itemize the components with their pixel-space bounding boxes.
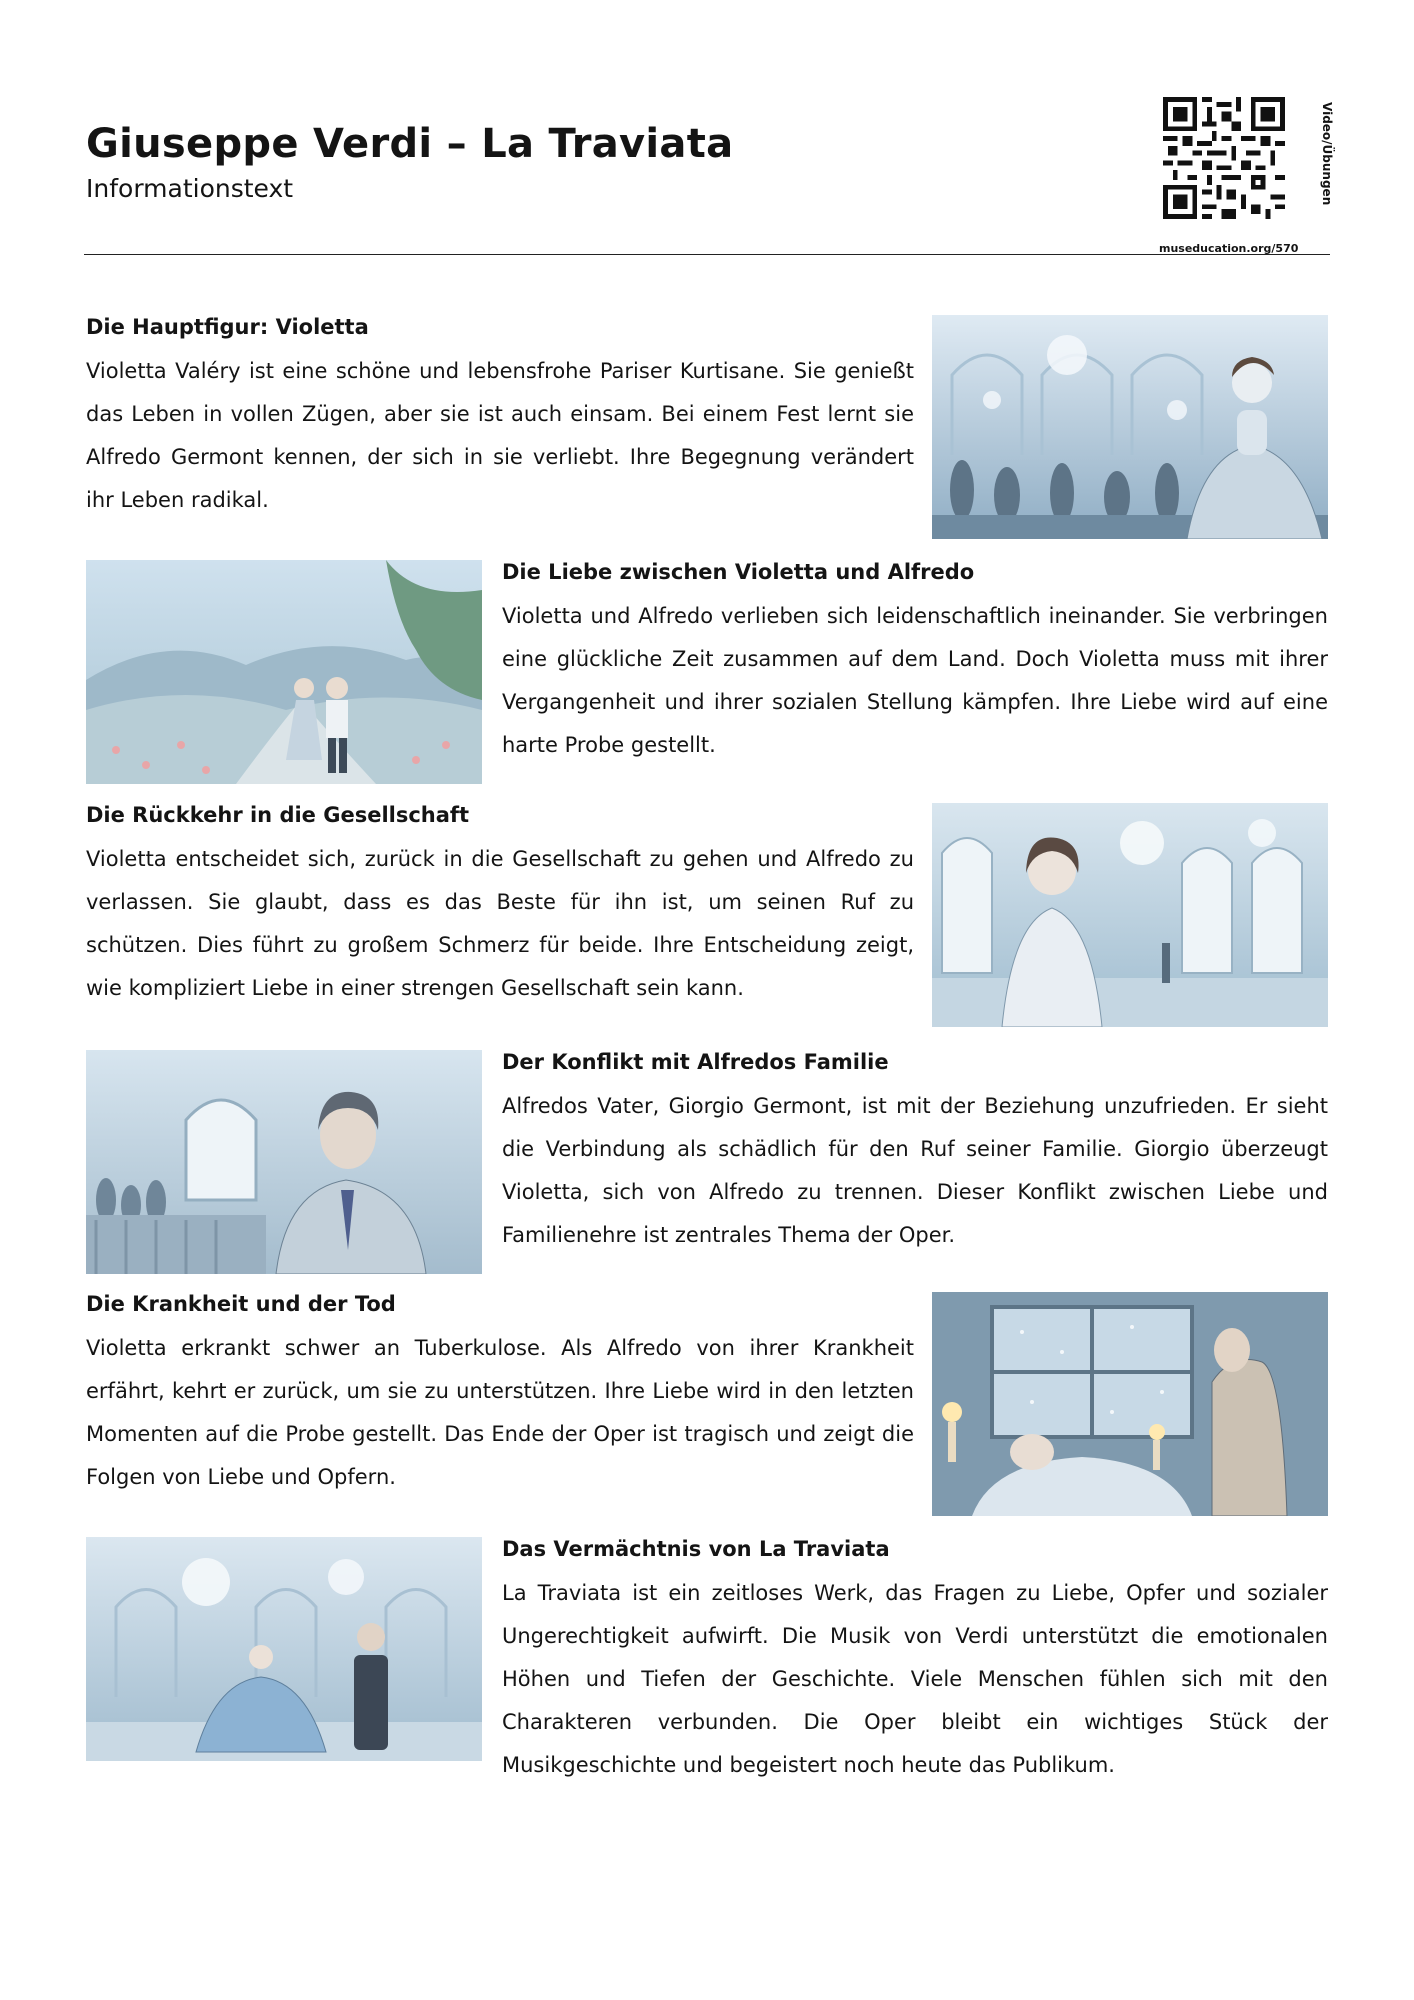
section-heading: Die Hauptfigur: Violetta xyxy=(86,315,369,339)
section-hauptfigur xyxy=(86,315,914,522)
section-liebe xyxy=(502,560,1328,767)
qr-label: Video/Übungen xyxy=(1320,102,1334,206)
illustration-violetta-hall xyxy=(932,803,1328,1027)
illustration-couple-countryside xyxy=(86,560,482,784)
illustration-ballroom-couple xyxy=(86,1537,482,1761)
illustration-ballroom-violetta xyxy=(932,315,1328,539)
qr-code[interactable] xyxy=(1163,97,1285,219)
section-heading: Der Konflikt mit Alfredos Familie xyxy=(502,1050,889,1074)
section-text: La Traviata ist ein zeitloses Werk, das Fragen zu Liebe, Opfer und sozialer Ungerechtigkeit aufwirft. Die Musik von Verdi unterstützt die emotionalen Höhen und Tiefen der Geschichte. Viele Menschen fühlen sich mit den Charakteren verbunden. Die Oper bleibt ein wichtiges Stück der Musikgeschichte und begeistert noch heute das Publikum. xyxy=(502,1581,1328,1778)
section-text: Alfredos Vater, Giorgio Germont, ist mit der Beziehung unzufrieden. Er sieht die Verbindung als schädlich für den Ruf seiner Familie. Giorgio überzeugt Violetta, sich von Alfredo zu trennen. Dieser Konflikt zwischen Liebe und Familienehre ist zentrales Thema der Oper. xyxy=(502,1094,1328,1248)
section-heading: Die Krankheit und der Tod xyxy=(86,1292,396,1316)
qr-url-link[interactable]: museducation.org/570 xyxy=(1159,242,1299,255)
section-text: Violetta und Alfredo verlieben sich leidenschaftlich ineinander. Sie verbringen eine glückliche Zeit zusammen auf dem Land. Doch Violetta muss mit ihrer Vergangenheit und ihrer sozialen Stellung kämpfen. Ihre Liebe wird auf eine harte Probe gestellt. xyxy=(502,604,1328,758)
section-heading: Die Rückkehr in die Gesellschaft xyxy=(86,803,470,827)
header-divider xyxy=(84,254,1330,255)
section-konflikt xyxy=(502,1050,1328,1257)
section-krankheit xyxy=(86,1292,914,1499)
qr-code-graphic xyxy=(1163,97,1285,219)
section-text: Violetta erkrankt schwer an Tuberkulose. Als Alfredo von ihrer Krankheit erfährt, kehrt er zurück, um sie zu unterstützen. Ihre Liebe wird in den letzten Momenten auf die Probe gestellt. Das Ende der Oper ist tragisch und zeigt die Folgen von Liebe und Opfern. xyxy=(86,1336,914,1490)
section-rueckkehr xyxy=(86,803,914,1010)
section-vermaechtnis xyxy=(502,1537,1328,1787)
illustration-giorgio-germont xyxy=(86,1050,482,1274)
illustration-sickbed xyxy=(932,1292,1328,1516)
section-text: Violetta entscheidet sich, zurück in die Gesellschaft zu gehen und Alfredo zu verlassen. Sie glaubt, dass es das Beste für ihn ist, um seinen Ruf zu schützen. Dies führt zu großem Schmerz für beide. Ihre Entscheidung zeigt, wie kompliziert Liebe in einer strengen Gesellschaft sein kann. xyxy=(86,847,914,1001)
page-title: Giuseppe Verdi – La Traviata xyxy=(86,121,734,167)
section-heading: Die Liebe zwischen Violetta und Alfredo xyxy=(502,560,975,584)
section-heading: Das Vermächtnis von La Traviata xyxy=(502,1537,890,1561)
page-subtitle: Informationstext xyxy=(86,174,294,203)
section-text: Violetta Valéry ist eine schöne und lebensfrohe Pariser Kurtisane. Sie genießt das Leben in vollen Zügen, aber sie ist auch einsam. Bei einem Fest lernt sie Alfredo Germont kennen, der sich in sie verliebt. Ihre Begegnung verändert ihr Leben radikal. xyxy=(86,359,914,513)
